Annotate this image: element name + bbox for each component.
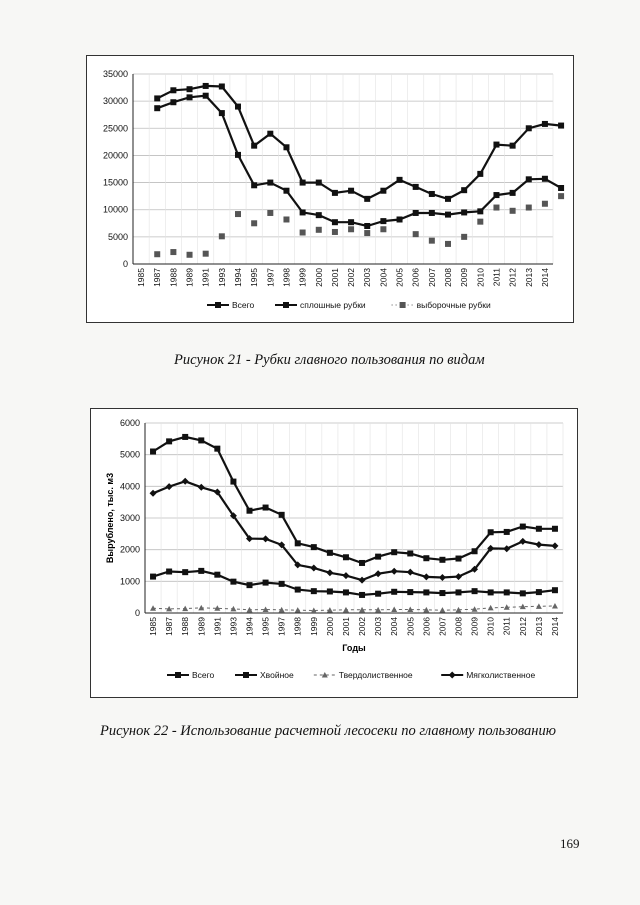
data-point bbox=[263, 505, 269, 511]
data-point bbox=[429, 191, 435, 197]
legend bbox=[167, 670, 535, 680]
data-point bbox=[300, 209, 306, 215]
data-point bbox=[558, 123, 564, 129]
data-point bbox=[423, 573, 430, 580]
data-point bbox=[536, 526, 542, 532]
data-point bbox=[407, 589, 413, 595]
data-point bbox=[150, 449, 156, 455]
data-point bbox=[327, 550, 333, 556]
legend-marker bbox=[175, 672, 181, 678]
data-point bbox=[251, 182, 257, 188]
y-tick-label: 15000 bbox=[102, 177, 128, 188]
legend-marker bbox=[449, 672, 456, 679]
data-point bbox=[391, 549, 397, 555]
x-tick-label: 1993 bbox=[228, 617, 239, 636]
x-tick-label: 2002 bbox=[357, 617, 368, 636]
data-point bbox=[552, 587, 558, 593]
data-point bbox=[445, 196, 451, 202]
data-point bbox=[311, 544, 317, 550]
data-point bbox=[332, 219, 338, 225]
y-tick-label: 35000 bbox=[102, 69, 128, 79]
x-tick-label: 2004 bbox=[389, 617, 400, 636]
data-point bbox=[423, 589, 429, 595]
data-point bbox=[235, 211, 241, 217]
x-tick-label: 2012 bbox=[517, 617, 528, 636]
data-point bbox=[510, 208, 516, 214]
data-point bbox=[359, 560, 365, 566]
data-point bbox=[455, 573, 462, 580]
data-point bbox=[251, 143, 257, 149]
y-tick-label: 2000 bbox=[119, 544, 140, 555]
data-point bbox=[279, 581, 285, 587]
data-point bbox=[375, 554, 381, 560]
y-tick-label: 25000 bbox=[102, 123, 128, 134]
x-tick-label: 1985 bbox=[136, 268, 147, 287]
legend-label: Твердолиственное bbox=[338, 670, 413, 680]
data-point bbox=[166, 438, 172, 444]
data-point bbox=[348, 226, 354, 232]
x-tick-label: 2004 bbox=[378, 268, 389, 287]
data-point bbox=[461, 187, 467, 193]
x-axis-label: Годы bbox=[342, 643, 366, 653]
legend-item bbox=[441, 670, 535, 680]
data-point bbox=[154, 95, 160, 101]
data-point bbox=[526, 176, 532, 182]
data-point bbox=[267, 131, 273, 137]
data-point bbox=[263, 580, 269, 586]
data-point bbox=[488, 589, 494, 595]
data-point bbox=[182, 478, 189, 485]
data-point bbox=[439, 590, 445, 596]
y-tick-label: 20000 bbox=[102, 150, 128, 161]
data-point bbox=[558, 193, 564, 199]
data-point bbox=[343, 554, 349, 560]
y-tick-label: 30000 bbox=[102, 96, 128, 107]
y-tick-label: 1000 bbox=[119, 576, 140, 587]
data-point bbox=[536, 603, 542, 609]
data-point bbox=[198, 437, 204, 443]
legend-label: выборочные рубки bbox=[416, 300, 491, 310]
data-point bbox=[445, 212, 451, 218]
data-point bbox=[150, 490, 157, 497]
data-point bbox=[219, 110, 225, 116]
x-tick-label: 1987 bbox=[164, 617, 175, 636]
data-point bbox=[170, 249, 176, 255]
x-tick-label: 2011 bbox=[491, 268, 502, 287]
x-tick-label: 2001 bbox=[329, 268, 340, 287]
x-tick-label: 1999 bbox=[297, 268, 308, 287]
legend-marker bbox=[215, 302, 221, 308]
x-tick-label: 2011 bbox=[501, 617, 512, 636]
data-point bbox=[316, 180, 322, 186]
data-point bbox=[219, 233, 225, 239]
x-tick-label: 1999 bbox=[308, 617, 319, 636]
data-point bbox=[150, 574, 156, 580]
data-point bbox=[219, 83, 225, 89]
data-point bbox=[198, 484, 205, 491]
data-point bbox=[310, 565, 317, 572]
data-point bbox=[488, 529, 494, 535]
data-point bbox=[391, 607, 397, 613]
data-point bbox=[359, 592, 365, 598]
legend-item bbox=[314, 670, 413, 680]
data-point bbox=[247, 582, 253, 588]
data-point bbox=[413, 210, 419, 216]
data-point bbox=[493, 205, 499, 211]
legend-marker bbox=[400, 302, 406, 308]
data-point bbox=[380, 188, 386, 194]
data-point bbox=[456, 556, 462, 562]
legend-item bbox=[392, 300, 491, 310]
data-point bbox=[423, 555, 429, 561]
legend-marker bbox=[283, 302, 289, 308]
data-point bbox=[300, 230, 306, 236]
data-point bbox=[542, 201, 548, 207]
data-point bbox=[520, 590, 526, 596]
data-point bbox=[251, 220, 257, 226]
x-tick-label: 1995 bbox=[249, 268, 260, 287]
legend bbox=[207, 300, 491, 310]
data-point bbox=[198, 568, 204, 574]
legend-item bbox=[167, 670, 215, 680]
data-point bbox=[332, 190, 338, 196]
legend-marker bbox=[243, 672, 249, 678]
legend-label: Хвойное bbox=[260, 670, 294, 680]
x-tick-label: 1998 bbox=[281, 268, 292, 287]
data-point bbox=[187, 86, 193, 92]
chart-2 bbox=[90, 408, 578, 698]
data-point bbox=[380, 226, 386, 232]
data-point bbox=[187, 252, 193, 258]
x-tick-label: 2010 bbox=[475, 268, 486, 287]
x-tick-label: 2014 bbox=[549, 617, 560, 636]
data-point bbox=[380, 218, 386, 224]
legend-item bbox=[275, 300, 366, 310]
data-point bbox=[542, 121, 548, 127]
legend-item bbox=[207, 300, 255, 310]
data-point bbox=[439, 607, 445, 613]
data-point bbox=[327, 588, 333, 594]
data-point bbox=[154, 251, 160, 257]
data-point bbox=[510, 190, 516, 196]
chart-1-plot bbox=[87, 56, 573, 322]
x-tick-label: 1998 bbox=[292, 617, 303, 636]
x-tick-label: 2013 bbox=[533, 617, 544, 636]
data-point bbox=[326, 569, 333, 576]
x-tick-label: 1987 bbox=[152, 268, 163, 287]
x-tick-label: 2006 bbox=[410, 268, 421, 287]
data-point bbox=[413, 231, 419, 237]
data-point bbox=[295, 587, 301, 593]
data-point bbox=[407, 569, 414, 576]
data-point bbox=[445, 241, 451, 247]
x-tick-label: 2008 bbox=[453, 617, 464, 636]
data-point bbox=[214, 572, 220, 578]
legend-label: Всего bbox=[192, 670, 215, 680]
data-point bbox=[456, 589, 462, 595]
x-tick-label: 1989 bbox=[184, 268, 195, 287]
figure-21-caption: Рисунок 21 - Рубки главного пользования по видам bbox=[174, 352, 485, 368]
y-axis-label: Вырублено, тыс. м3 bbox=[105, 472, 115, 564]
data-point bbox=[535, 541, 542, 548]
data-point bbox=[166, 483, 173, 490]
x-tick-label: 1995 bbox=[260, 617, 271, 636]
x-tick-label: 1991 bbox=[212, 617, 223, 636]
data-point bbox=[348, 219, 354, 225]
data-point bbox=[504, 589, 510, 595]
data-point bbox=[397, 177, 403, 183]
data-point bbox=[316, 212, 322, 218]
figure-22-caption: Рисунок 22 - Использование расчетной лесосеки по главному пользованию bbox=[100, 723, 556, 739]
data-point bbox=[170, 99, 176, 105]
data-point bbox=[230, 479, 236, 485]
data-point bbox=[203, 251, 209, 257]
data-point bbox=[343, 589, 349, 595]
data-point bbox=[472, 588, 478, 594]
data-point bbox=[504, 529, 510, 535]
data-point bbox=[283, 144, 289, 150]
data-point bbox=[526, 125, 532, 131]
legend-item bbox=[235, 670, 294, 680]
data-point bbox=[526, 205, 532, 211]
data-point bbox=[316, 227, 322, 233]
data-point bbox=[235, 152, 241, 158]
data-point bbox=[413, 184, 419, 190]
x-tick-label: 1994 bbox=[233, 268, 243, 287]
data-point bbox=[247, 508, 253, 514]
data-point bbox=[461, 234, 467, 240]
data-point bbox=[472, 548, 478, 554]
x-tick-label: 1988 bbox=[180, 617, 191, 636]
data-point bbox=[154, 105, 160, 111]
data-point bbox=[283, 216, 289, 222]
data-point bbox=[187, 94, 193, 100]
data-point bbox=[262, 535, 269, 542]
data-point bbox=[230, 579, 236, 585]
data-point bbox=[214, 446, 220, 452]
data-point bbox=[343, 607, 349, 613]
y-tick-label: 0 bbox=[134, 608, 140, 618]
data-point bbox=[203, 83, 209, 89]
data-point bbox=[429, 238, 435, 244]
data-point bbox=[552, 526, 558, 532]
data-point bbox=[439, 574, 446, 581]
x-tick-label: 1988 bbox=[168, 268, 179, 287]
data-point bbox=[461, 209, 467, 215]
x-tick-label: 2012 bbox=[507, 268, 518, 287]
y-tick-label: 5000 bbox=[119, 449, 140, 460]
data-point bbox=[283, 188, 289, 194]
x-tick-label: 2001 bbox=[340, 617, 351, 636]
x-tick-label: 2007 bbox=[426, 268, 437, 287]
x-tick-label: 2007 bbox=[437, 617, 448, 636]
legend-label: сплошные рубки bbox=[300, 300, 366, 310]
x-tick-label: 2000 bbox=[324, 617, 335, 636]
x-tick-label: 1997 bbox=[265, 268, 276, 287]
data-point bbox=[493, 192, 499, 198]
x-tick-label: 1997 bbox=[276, 617, 287, 636]
data-point bbox=[542, 176, 548, 182]
data-point bbox=[520, 524, 526, 530]
x-tick-label: 2009 bbox=[469, 617, 480, 636]
data-point bbox=[300, 180, 306, 186]
x-tick-label: 2013 bbox=[523, 268, 534, 287]
y-tick-label: 6000 bbox=[119, 418, 140, 428]
y-tick-label: 0 bbox=[122, 259, 128, 269]
data-point bbox=[391, 568, 398, 575]
data-point bbox=[552, 603, 558, 609]
x-tick-label: 2000 bbox=[313, 268, 324, 287]
y-tick-label: 4000 bbox=[119, 481, 140, 492]
data-point bbox=[488, 605, 494, 611]
data-point bbox=[519, 538, 526, 545]
data-point bbox=[182, 569, 188, 575]
x-tick-label: 1994 bbox=[244, 617, 255, 636]
data-point bbox=[551, 542, 558, 549]
data-point bbox=[397, 216, 403, 222]
data-point bbox=[536, 589, 542, 595]
data-point bbox=[477, 171, 483, 177]
x-tick-label: 2010 bbox=[485, 617, 496, 636]
x-tick-label: 2005 bbox=[405, 617, 416, 636]
x-tick-label: 1991 bbox=[200, 268, 211, 287]
data-point bbox=[477, 219, 483, 225]
x-tick-label: 2003 bbox=[362, 268, 373, 287]
legend-label: Мягколиственное bbox=[466, 670, 536, 680]
legend-label: Всего bbox=[232, 300, 255, 310]
data-point bbox=[375, 570, 382, 577]
data-point bbox=[359, 577, 366, 584]
data-point bbox=[279, 512, 285, 518]
data-point bbox=[348, 188, 354, 194]
x-tick-label: 2006 bbox=[421, 617, 432, 636]
data-point bbox=[407, 550, 413, 556]
data-point bbox=[558, 185, 564, 191]
x-tick-label: 2014 bbox=[539, 268, 550, 287]
data-point bbox=[503, 545, 510, 552]
y-tick-label: 3000 bbox=[119, 513, 140, 523]
data-point bbox=[267, 180, 273, 186]
x-tick-label: 2005 bbox=[394, 268, 405, 287]
data-point bbox=[477, 208, 483, 214]
data-point bbox=[375, 591, 381, 597]
x-tick-label: 1989 bbox=[196, 617, 207, 636]
y-tick-label: 5000 bbox=[107, 231, 128, 242]
y-tick-label: 10000 bbox=[102, 204, 128, 215]
data-point bbox=[170, 87, 176, 93]
chart-2-plot bbox=[91, 409, 577, 697]
chart-1 bbox=[86, 55, 574, 323]
data-point bbox=[166, 569, 172, 575]
data-point bbox=[391, 589, 397, 595]
page-number: 169 bbox=[560, 836, 580, 851]
x-tick-label: 2002 bbox=[346, 268, 357, 287]
data-point bbox=[235, 104, 241, 110]
data-point bbox=[429, 210, 435, 216]
data-point bbox=[311, 588, 317, 594]
data-point bbox=[267, 210, 273, 216]
x-tick-label: 2003 bbox=[373, 617, 384, 636]
x-tick-label: 2008 bbox=[443, 268, 453, 287]
x-tick-label: 1993 bbox=[216, 268, 227, 287]
data-point bbox=[364, 196, 370, 202]
data-point bbox=[332, 229, 338, 235]
data-point bbox=[295, 540, 301, 546]
x-tick-label: 2009 bbox=[459, 268, 470, 287]
data-point bbox=[182, 434, 188, 440]
data-point bbox=[439, 557, 445, 563]
data-point bbox=[493, 142, 499, 148]
data-point bbox=[364, 230, 370, 236]
data-point bbox=[203, 93, 209, 99]
data-point bbox=[510, 143, 516, 149]
x-tick-label: 1985 bbox=[148, 617, 159, 636]
data-point bbox=[342, 572, 349, 579]
data-point bbox=[364, 223, 370, 229]
